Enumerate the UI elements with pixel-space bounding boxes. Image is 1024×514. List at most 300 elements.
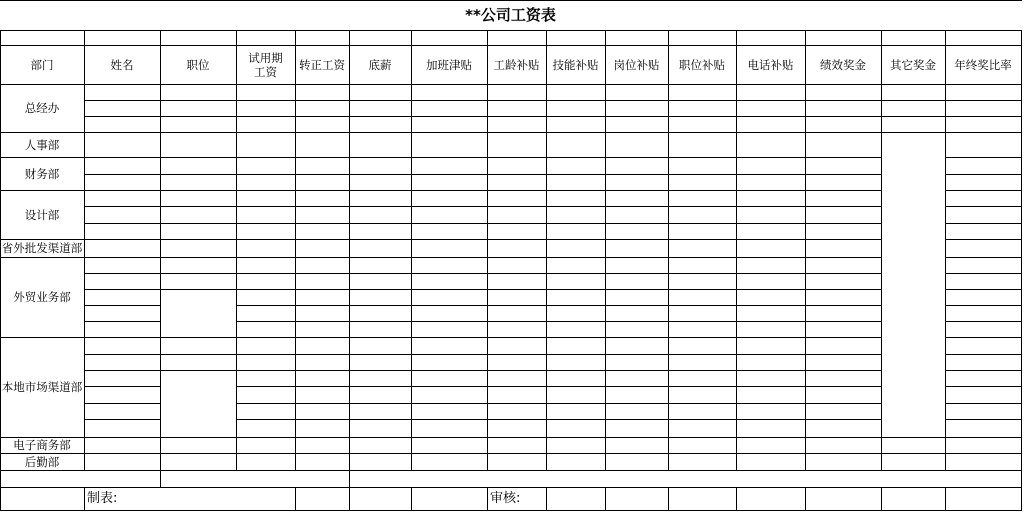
row-line [295,289,350,290]
column-line [881,487,882,511]
row-line [295,470,350,471]
row-line [605,190,669,191]
column-header: 底薪 [368,57,392,72]
column-header: 电话补贴 [747,57,794,72]
row-line [736,100,806,101]
row-line [668,223,737,224]
column-line [349,453,350,471]
row-line [605,487,669,488]
row-line [546,239,606,240]
row-line [295,190,350,191]
row-line [84,174,161,175]
row-line [736,206,806,207]
column-line [411,487,412,511]
row-line [487,470,547,471]
column-line [349,487,350,511]
row-line [805,190,882,191]
row-line [487,239,547,240]
row-line [805,116,882,117]
row-line [546,437,606,438]
row-line [349,239,412,240]
row-line [0,487,85,488]
row-line [881,487,946,488]
row-line [84,239,161,240]
row-line [945,370,1022,371]
row-line [736,386,806,387]
row-line [349,321,412,322]
row-line [84,453,161,454]
row-line [668,239,737,240]
row-line [487,116,547,117]
column-line [0,487,1,511]
row-line [736,273,806,274]
row-line [881,84,946,85]
row-line [805,257,882,258]
row-line [546,289,606,290]
row-line [160,289,237,290]
row-line [487,84,547,85]
row-line [349,487,412,488]
row-line [805,370,882,371]
row-line [236,453,296,454]
row-line [236,305,296,306]
row-line [605,453,669,454]
row-line [945,470,1022,471]
row-line [546,223,606,224]
row-line [349,437,412,438]
row-line [487,403,547,404]
row-line [487,453,547,454]
row-line [160,257,237,258]
row-line [945,321,1022,322]
column-line [805,84,806,471]
row-line [546,190,606,191]
row-line [411,273,488,274]
row-line [411,337,488,338]
column-line [160,453,161,471]
column-header: 绩效奖金 [820,57,866,72]
department-label: 省外批发渠道部 [1,241,83,255]
row-line [668,470,737,471]
row-line [945,257,1022,258]
row-line [945,386,1022,387]
row-line [945,419,1022,420]
row-line [668,289,737,290]
column-line [160,84,161,471]
row-line [945,239,1022,240]
row-line [736,337,806,338]
row-line [84,370,161,371]
row-line [945,354,1022,355]
row-line [487,223,547,224]
row-line [411,437,488,438]
row-line [945,84,1022,85]
row-line [668,257,737,258]
row-line [160,470,237,471]
row-line [805,157,882,158]
row-line [668,403,737,404]
row-line [546,470,606,471]
row-line [236,470,296,471]
row-line [236,116,296,117]
row-line [881,100,946,101]
row-line [295,437,350,438]
row-line [295,257,350,258]
column-line [736,487,737,511]
row-line [84,470,161,471]
reviewed-by-label: 审核: [490,490,521,506]
row-line [605,116,669,117]
row-line [668,386,737,387]
row-line [295,337,350,338]
row-line [295,321,350,322]
row-line [546,403,606,404]
department-label: 电子商务部 [13,438,71,452]
department-label: 财务部 [24,166,60,181]
column-line [349,84,350,471]
row-line [349,453,412,454]
row-line [605,337,669,338]
row-line [84,403,161,404]
row-line [736,321,806,322]
row-line [411,354,488,355]
row-line [411,370,488,371]
row-line [295,370,350,371]
row-line [546,273,606,274]
row-line [411,174,488,175]
column-header: 转正工资 [299,57,345,72]
column-header: 姓名 [110,57,134,72]
row-line [945,273,1022,274]
row-line [736,223,806,224]
row-line [411,403,488,404]
row-line [945,453,1022,454]
column-header: 工龄补贴 [493,57,540,72]
row-line [487,321,547,322]
row-line [881,132,946,133]
department-label: 后勤部 [24,454,60,469]
row-line [945,403,1022,404]
row-line [295,354,350,355]
row-line [411,257,488,258]
row-line [945,437,1022,438]
column-line [411,84,412,471]
row-line [295,419,350,420]
row-line [668,116,737,117]
row-line [805,206,882,207]
row-line [236,239,296,240]
row-line [668,190,737,191]
row-line [668,437,737,438]
column-line [295,84,296,471]
row-line [236,419,296,420]
row-line [411,239,488,240]
row-line [487,257,547,258]
row-line [349,100,412,101]
row-line [605,174,669,175]
row-line [349,289,412,290]
row-line [160,84,237,85]
row-line [295,100,350,101]
department-label: 本地市场渠道部 [1,380,83,394]
row-line [668,157,737,158]
row-line [349,386,412,387]
row-line [736,174,806,175]
row-line [945,190,1022,191]
row-line [295,174,350,175]
row-line [668,100,737,101]
row-line [295,386,350,387]
row-line [236,437,296,438]
row-line [945,305,1022,306]
row-line [349,470,412,471]
row-line [295,157,350,158]
row-line [805,174,882,175]
row-line [84,305,161,306]
row-line [805,289,882,290]
column-header: 试用期工资 [248,50,283,79]
row-line [668,370,737,371]
row-line [160,116,237,117]
row-line [736,370,806,371]
row-line [160,206,237,207]
row-line [668,487,737,488]
row-line [487,437,547,438]
row-line [945,337,1022,338]
column-line [1021,470,1022,488]
row-line [411,132,488,133]
row-line [805,386,882,387]
row-line [236,223,296,224]
row-line [295,116,350,117]
row-line [236,206,296,207]
row-line [160,370,237,371]
row-line [236,370,296,371]
row-line [411,223,488,224]
prepared-by-label: 制表: [87,490,118,506]
row-line [411,206,488,207]
row-line [546,321,606,322]
row-line [605,419,669,420]
row-line [160,337,237,338]
row-line [736,487,806,488]
column-header: 加班津贴 [426,57,472,72]
row-line [349,305,412,306]
row-line [945,206,1022,207]
row-line [349,174,412,175]
column-line [487,84,488,471]
row-line [236,174,296,175]
row-line [605,273,669,274]
row-line [295,403,350,404]
row-line [546,100,606,101]
row-line [805,337,882,338]
row-line [487,354,547,355]
row-line [84,386,161,387]
column-header: 年终奖比率 [954,57,1012,72]
row-line [805,453,882,454]
row-line [736,116,806,117]
row-line [160,157,237,158]
row-line [84,132,161,133]
row-line [805,321,882,322]
row-line [236,157,296,158]
row-line [605,223,669,224]
row-line [546,354,606,355]
row-line [349,206,412,207]
column-line [349,470,350,488]
row-line [295,305,350,306]
row-line [84,321,161,322]
row-line [605,257,669,258]
row-line [236,386,296,387]
row-line [349,116,412,117]
department-label: 外贸业务部 [13,290,71,304]
row-line [84,116,161,117]
row-line [160,190,237,191]
row-line [605,354,669,355]
row-line [605,84,669,85]
row-line [805,487,882,488]
column-header: 职位 [186,57,210,72]
row-line [805,273,882,274]
row-line [411,84,488,85]
row-line [487,174,547,175]
row-line [411,470,488,471]
row-line [411,453,488,454]
row-line [411,190,488,191]
row-line [487,419,547,420]
row-line [805,470,882,471]
row-line [805,419,882,420]
row-line [411,305,488,306]
row-line [487,100,547,101]
row-line [736,419,806,420]
row-line [349,84,412,85]
column-line [605,84,606,471]
row-line [546,386,606,387]
row-line [668,273,737,274]
row-line [881,116,946,117]
row-line [668,453,737,454]
row-line [546,305,606,306]
row-line [84,206,161,207]
row-line [605,239,669,240]
row-line [736,305,806,306]
row-line [295,239,350,240]
row-line [805,403,882,404]
column-line [945,487,946,511]
row-line [349,190,412,191]
row-line [487,206,547,207]
row-line [546,257,606,258]
row-line [84,100,161,101]
row-line [160,453,237,454]
row-line [668,354,737,355]
row-line [295,132,350,133]
row-line [945,116,1022,117]
column-line [668,84,669,471]
row-line [487,273,547,274]
row-line [411,487,488,488]
row-line [736,437,806,438]
row-line [84,84,161,85]
row-line [487,337,547,338]
row-line [236,84,296,85]
row-line [160,223,237,224]
row-line [605,437,669,438]
row-line [236,337,296,338]
row-line [295,453,350,454]
row-line [546,453,606,454]
column-header: 技能补贴 [552,57,599,72]
row-line [411,289,488,290]
row-line [605,403,669,404]
row-line [945,132,1022,133]
column-line [160,470,161,488]
row-line [411,386,488,387]
row-line [945,100,1022,101]
row-line [881,453,946,454]
row-line [805,239,882,240]
row-line [84,437,161,438]
row-line [736,354,806,355]
row-line [546,370,606,371]
row-line [160,174,237,175]
column-header: 其它奖金 [890,57,936,72]
row-line [605,370,669,371]
row-line [349,419,412,420]
column-line [736,84,737,471]
row-line [295,273,350,274]
row-line [546,132,606,133]
row-line [411,419,488,420]
row-line [160,132,237,133]
row-line [668,206,737,207]
row-line [546,116,606,117]
row-line [349,132,412,133]
row-line [605,289,669,290]
column-line [1021,487,1022,511]
row-line [487,386,547,387]
row-line [295,206,350,207]
row-line [160,100,237,101]
row-line [295,487,350,488]
row-line [160,437,237,438]
row-line [736,289,806,290]
row-line [349,157,412,158]
row-line [605,305,669,306]
row-line [295,223,350,224]
column-header: 岗位补贴 [613,57,660,72]
column-line [668,487,669,511]
row-line [411,100,488,101]
column-line [1021,84,1022,471]
column-line [881,84,882,471]
row-line [84,337,161,338]
row-line [236,100,296,101]
row-line [349,273,412,274]
row-line [945,174,1022,175]
row-line [236,289,296,290]
row-line [236,403,296,404]
row-line [84,157,161,158]
row-line [668,132,737,133]
row-line [160,239,237,240]
row-line [160,354,237,355]
row-line [605,386,669,387]
row-line [736,190,806,191]
